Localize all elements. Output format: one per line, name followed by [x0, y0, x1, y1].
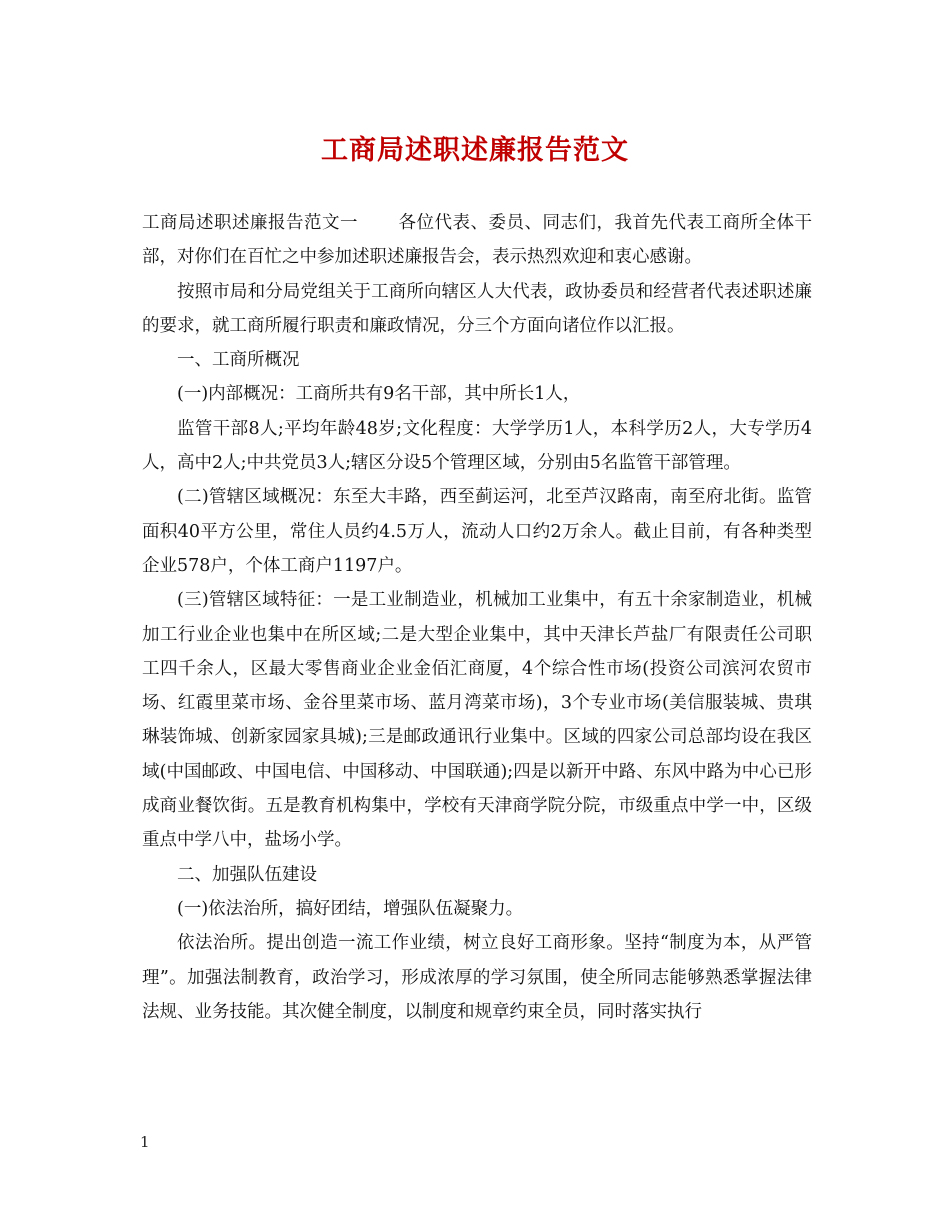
paragraph-staff: 监管干部8人;平均年龄48岁;文化程度：大学学历1人，本科学历2人，大专学历4人，高中2人;中共党员3人;辖区分设5个管理区域，分别由5名监管干部管理。	[142, 418, 812, 474]
subsection-2-1: (一)依法治所，搞好团结，增强队伍凝聚力。	[177, 898, 524, 919]
paragraph-intro: 按照市局和分局党组关于工商所向辖区人大代表，政协委员和经营者代表述职述廉的要求，就工商所履行职责和廉政情况，分三个方面向诸位作以汇报。	[142, 281, 812, 336]
section-heading-2: 二、加强队伍建设	[177, 864, 317, 885]
paragraph-rule-of-law: 依法治所。提出创造一流工作业绩，树立良好工商形象。坚持“制度为本，从严管理”。加强法制教育，政治学习，形成浓厚的学习氛围，使全所同志能够熟悉掌握法律法规、业务技能。其次健全制度，以制度和规章约束全员，同时落实执行	[142, 933, 812, 1022]
page-number: 1	[140, 1133, 150, 1151]
document-body	[142, 206, 812, 1029]
section-heading-1: 一、工商所概况	[177, 350, 300, 371]
lead-text: 各位代表、委员、同志们，我首先代表工商所全体干部，对你们在百忙之中参加述职述廉报告会，表示热烈欢迎和衷心感谢。	[142, 213, 812, 268]
lead-label: 工商局述职述廉报告范文一	[142, 213, 358, 233]
subsection-1-1: (一)内部概况：工商所共有9名干部，其中所长1人，	[177, 384, 581, 405]
lead-paragraph	[142, 206, 812, 275]
subsection-1-3: (三)管辖区域特征：一是工业制造业，机械加工业集中，有五十余家制造业，机械加工行业企业也集中在所区域;二是大型企业集中，其中天津长芦盐厂有限责任公司职工四千余人，区最大零售商业企业金佰汇商厦，4个综合性市场(投资公司滨河农贸市场、红霞里菜市场、金谷里菜市场、蓝月湾菜市场)，3个专业市场(美信服装城、贵琪琳装饰城、创新家园家具城);三是邮政通讯行业集中。区域的四家公司总部均设在我区域(中国邮政、中国电信、中国移动、中国联通);四是以新开中路、东风中路为中心已形成商业餐饮街。五是教育机构集中，学校有天津商学院分院，市级重点中学一中，区级重点中学八中，盐场小学。	[142, 590, 812, 851]
subsection-1-2: (二)管辖区域概况：东至大丰路，西至蓟运河，北至芦汉路南，南至府北街。监管面积40平方公里，常住人员约4.5万人，流动人口约2万余人。截止目前，有各种类型企业578户，个体工商户1197户。	[142, 487, 812, 576]
document-title: 工商局述职述廉报告范文	[321, 135, 629, 166]
